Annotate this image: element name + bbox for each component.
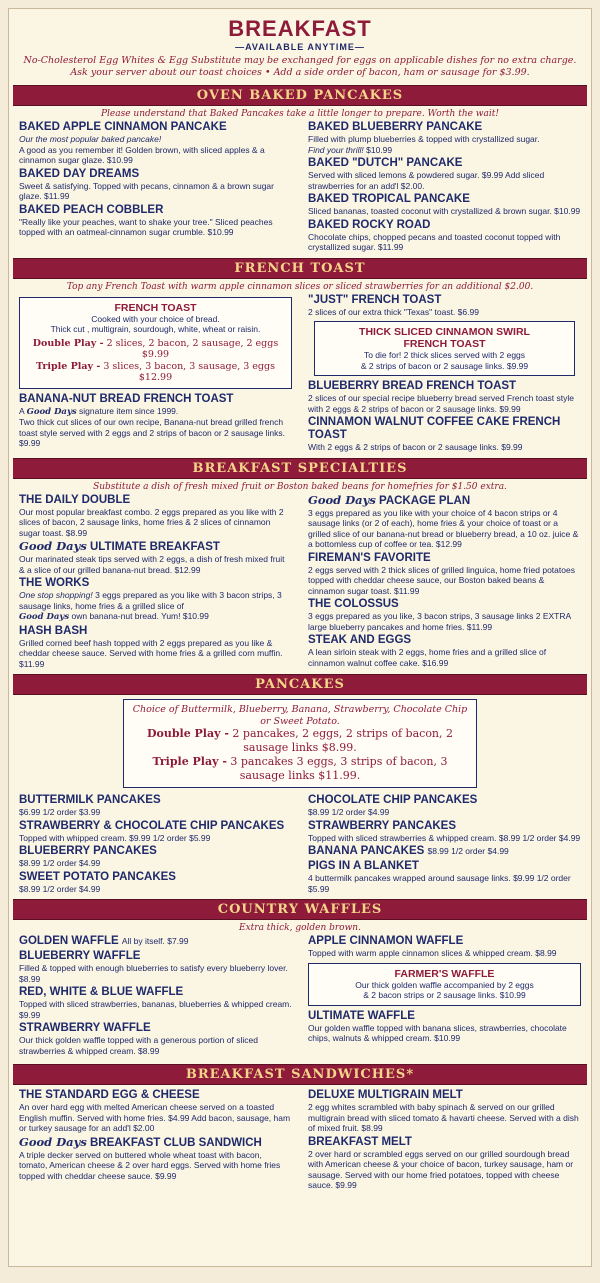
oven-note: Please understand that Baked Pancakes take a little longer to prepare. Worth the wait!	[101, 109, 499, 119]
menu-item	[308, 294, 581, 318]
box-line: & 2 bacon strips or 2 sausage links. $10.99	[363, 990, 526, 1000]
cinnamon-swirl-box	[314, 321, 575, 376]
item-desc: Sweet & satisfying. Topped with pecans, cinnamon & a brown sugar glaze. $11.99	[19, 180, 274, 201]
item-name: CHOCOLATE CHIP PANCAKES	[308, 794, 478, 806]
item-name: Good Days PACKAGE PLAN	[308, 492, 471, 507]
item-name: BAKED DAY DREAMS	[19, 167, 140, 180]
item-desc: Our thick golden waffle topped with a generous portion of sliced strawberries & whipped cream. $8.99	[19, 1035, 258, 1056]
item-name: THE DAILY DOUBLE	[19, 493, 131, 506]
box-title: FRENCH TOAST	[403, 338, 486, 350]
waffles-right-column	[308, 935, 581, 1058]
specialties-right-column	[308, 494, 581, 672]
item-desc: 2 over hard or scrambled eggs served on our grilled sourdough bread with American cheese & your choice of bacon, turkey sausage, ham or sausage. Served with our home fried potatoes, topped with cheese sauce. $9.99	[308, 1148, 574, 1190]
menu-item	[19, 393, 292, 449]
item-name: BLUEBERRY BREAD FRENCH TOAST	[308, 380, 517, 392]
menu-item	[308, 1089, 581, 1134]
item-desc: Grilled corned beef hash topped with 2 eggs prepared as you like & cheddar cheese sauce. Served with home fries & a grilled corn muffin. $11.99	[19, 637, 283, 669]
menu-item	[19, 625, 292, 670]
menu-item	[308, 820, 581, 844]
menu-item	[19, 540, 292, 575]
item-desc: Topped with sliced strawberries & whipped cream. $8.99 1/2 order $4.99	[308, 832, 581, 843]
item-name: BUTTERMILK PANCAKES	[19, 794, 161, 806]
item-name: CINNAMON WALNUT COFFEE CAKE FRENCH TOAST	[308, 416, 561, 441]
sandwiches-left-column	[19, 1089, 292, 1193]
sandwiches-columns	[9, 1089, 591, 1193]
item-desc: 2 egg whites scrambled with baby spinach & served on our grilled multigrain bread with sliced tomato & havarti cheese. Served with a dish of mixed fruit. $8.99	[308, 1102, 579, 1133]
item-name: BLUEBERRY PANCAKES	[19, 845, 157, 857]
french-note: Top any French Toast with warm apple cinnamon slices or sliced strawberries for an additional $2.00.	[66, 281, 534, 292]
page-subtitle: — AVAILABLE ANYTIME —	[9, 42, 591, 52]
box-line: Thick cut , multigrain, sourdough, white, wheat or raisin.	[50, 324, 261, 334]
menu-item	[308, 845, 581, 858]
pancakes-right-column	[308, 794, 581, 896]
item-desc: Served with sliced lemons & powdered sugar. $9.99 Add sliced strawberries for an add'l $2.00.	[308, 170, 545, 191]
menu-item	[308, 193, 581, 217]
item-desc: With 2 eggs & 2 strips of bacon or 2 sausage links. $9.99	[308, 442, 523, 452]
item-desc: One stop shopping! 3 eggs prepared as you like with 3 bacon strips, 3 sausage links, home fries & a grilled slice of	[19, 590, 282, 611]
sandwiches-right-column	[308, 1089, 581, 1193]
item-name: BLUEBERRY WAFFLE	[19, 950, 141, 962]
box-line: To die for! 2 thick slices served with 2 eggs	[363, 350, 526, 360]
menu-item	[308, 598, 581, 632]
item-name: ULTIMATE WAFFLE	[308, 1009, 415, 1022]
waffles-columns	[9, 935, 591, 1058]
item-desc: Topped with whipped cream. $9.99 1/2 order $5.99	[19, 832, 211, 843]
item-name: BREAKFAST MELT	[308, 1135, 412, 1148]
section-country-waffles: COUNTRY WAFFLES	[13, 899, 587, 920]
item-desc: "Really like your peaches, want to shake your tree." Sliced peaches topped with an oatmeal-cinnamon sugar crumble. $10.99	[19, 216, 273, 237]
box-line: Choice of Buttermilk, Blueberry, Banana, Strawberry, Chocolate Chip or Sweet Potato.	[132, 704, 468, 727]
menu-item	[308, 494, 581, 550]
item-name: FIREMAN'S FAVORITE	[308, 551, 431, 564]
item-name: BAKED APPLE CINNAMON PANCAKE	[19, 121, 227, 133]
item-name: BANANA-NUT BREAD FRENCH TOAST	[19, 392, 234, 405]
item-desc: Our marinated steak tips served with 2 eggs, a dish of fresh mixed fruit & a slice of our grilled banana-nut bread. $12.99	[19, 554, 285, 575]
item-name: "JUST" FRENCH TOAST	[308, 293, 442, 306]
pancakes-columns	[9, 794, 591, 896]
item-desc: 4 buttermilk pancakes wrapped around sausage links. $9.99 1/2 order $5.99	[308, 873, 571, 894]
box-title: FRENCH TOAST	[114, 301, 197, 314]
double-play: Double Play - 2 slices, 2 bacon, 2 sausage, 2 eggs $9.99	[32, 337, 279, 360]
oven-columns	[9, 121, 591, 255]
french-right-column	[308, 294, 581, 455]
item-name: PIGS IN A BLANKET	[308, 860, 419, 872]
menu-item	[19, 935, 292, 948]
oven-left-column	[19, 121, 292, 255]
section-french-toast: FRENCH TOAST	[13, 258, 587, 279]
item-desc: $6.99 1/2 order $3.99	[19, 807, 101, 817]
menu-item	[19, 1089, 292, 1134]
waffles-note: Extra thick, golden brown.	[239, 923, 361, 933]
menu-item	[19, 494, 292, 539]
menu-item	[308, 1136, 581, 1191]
item-name: STRAWBERRY & CHOCOLATE CHIP PANCAKES	[19, 819, 285, 832]
specialties-columns	[9, 494, 591, 672]
french-columns	[9, 294, 591, 455]
menu-item	[19, 1022, 292, 1056]
item-name: BANANA PANCAKES $8.99 1/2 order $4.99	[308, 845, 509, 857]
menu-item	[308, 380, 581, 414]
item-desc: Topped with sliced strawberries, bananas, blueberries & whipped cream. $9.99	[19, 999, 292, 1020]
menu-header	[9, 9, 591, 79]
pancakes-left-column	[19, 794, 292, 896]
item-name: SWEET POTATO PANCAKES	[19, 870, 176, 883]
item-name: STRAWBERRY PANCAKES	[308, 819, 457, 832]
box-line: Our thick golden waffle accompanied by 2 eggs	[355, 979, 534, 990]
item-name: Good Days BREAKFAST CLUB SANDWICH	[19, 1134, 262, 1149]
item-name: THE COLOSSUS	[308, 598, 399, 610]
menu-item	[19, 121, 292, 166]
item-desc: Good Days own banana-nut bread. Yum! $10.99	[19, 611, 209, 622]
header-note-1: No-Cholesterol Egg Whites & Egg Substitute may be exchanged for eggs on applicable dishes for no extra charge.	[23, 55, 577, 66]
item-name: APPLE CINNAMON WAFFLE	[308, 935, 464, 947]
section-breakfast-sandwiches: BREAKFAST SANDWICHES*	[13, 1064, 587, 1085]
menu-item	[308, 121, 581, 155]
item-tagline: Find your thrill!	[308, 144, 364, 155]
item-desc: Filled & topped with enough blueberries to satisfy every blueberry lover. $8.99	[19, 963, 288, 984]
menu-item	[19, 950, 292, 984]
menu-item	[19, 986, 292, 1020]
item-name: HASH BASH	[19, 624, 88, 637]
item-desc: Our most popular breakfast combo. 2 eggs prepared as you like with 2 slices of bacon, 2 sausage links, home fries & 2 slices of cinnamon sugar toast. $8.99	[19, 506, 284, 538]
item-desc: A good as you remember it! Golden brown, with sliced apples & a cinnamon sugar glaze. $10.99	[19, 144, 265, 165]
item-name: GOLDEN WAFFLE All by itself. $7.99	[19, 935, 189, 947]
item-name: THE STANDARD EGG & CHEESE	[19, 1089, 200, 1101]
item-desc: 2 slices of our special recipe blueberry bread served French toast style with 2 eggs & 2 strips of bacon or 2 sausage links. $9.99	[308, 393, 574, 414]
item-name: STEAK AND EGGS	[308, 634, 412, 646]
french-toast-box	[19, 297, 292, 389]
box-line: & 2 strips of bacon or 2 sausage links. $9.99	[360, 360, 529, 371]
double-play: Double Play - 2 pancakes, 2 eggs, 2 strips of bacon, 2 sausage links $8.99.	[146, 727, 454, 754]
section-oven-baked-pancakes: OVEN BAKED PANCAKES	[13, 85, 587, 106]
menu-item	[19, 1136, 292, 1182]
item-desc: A lean sirloin steak with 2 eggs, home fries and a grilled slice of cinnamon walnut coffee cake. $16.99	[308, 647, 547, 668]
page-title: BREAKFAST	[228, 16, 372, 41]
specialties-left-column	[19, 494, 292, 672]
item-desc: Two thick cut slices of our own recipe, Banana-nut bread grilled french toast style served with 2 eggs and 2 strips of bacon or 2 sausage links. $9.99	[19, 417, 286, 448]
menu-item	[308, 935, 581, 959]
menu-item	[19, 794, 292, 818]
menu-item	[19, 168, 292, 202]
item-desc: Chocolate chips, chopped pecans and toasted coconut topped with crystallized sugar. $11.99	[308, 231, 561, 252]
menu-item	[308, 157, 581, 191]
triple-play: Triple Play - 3 slices, 3 bacon, 3 sausage, 3 eggs $12.99	[36, 360, 275, 383]
item-desc: 2 slices of our extra thick "Texas" toast. $6.99	[308, 306, 479, 317]
menu-item	[308, 634, 581, 668]
item-desc: Our golden waffle topped with banana slices, strawberries, chocolate chips, walnuts & whipped cream. $10.99	[308, 1022, 567, 1043]
box-title: THICK SLICED CINNAMON SWIRL	[359, 326, 530, 338]
menu-item	[19, 820, 292, 844]
item-desc: 2 eggs served with 2 thick slices of grilled linguica, home fried potatoes topped with cheddar cheese sauce, our Boston baked beans & cinnamon sugar toast. $11.99	[308, 564, 575, 596]
box-title: FARMER'S WAFFLE	[394, 967, 495, 980]
menu-item	[308, 552, 581, 597]
item-desc: 3 eggs prepared as you like with your choice of 4 bacon strips or 4 sausage links (or 2 of each), home fries & your choice of toast or a grilled slice of our banana-nut bread or blueberry bread, a 10 oz. juice & a bottomless cup of coffee or tea. $12.99	[308, 507, 579, 549]
menu-item	[19, 577, 292, 623]
item-desc: 3 eggs prepared as you like, 3 bacon strips, 3 sausage links 2 EXTRA large blueberry pancakes and home fries. $11.99	[308, 611, 571, 632]
item-name: Good Days ULTIMATE BREAKFAST	[19, 539, 220, 553]
menu-item	[308, 1010, 581, 1044]
item-name: DELUXE MULTIGRAIN MELT	[308, 1089, 463, 1101]
box-line: Cooked with your choice of bread.	[91, 313, 220, 324]
section-breakfast-specialties: BREAKFAST SPECIALTIES	[13, 458, 587, 479]
item-name: BAKED ROCKY ROAD	[308, 218, 431, 231]
item-name: THE WORKS	[19, 577, 90, 589]
header-note-2: Ask your server about our toast choices • Add a side order of bacon, ham or sausage for $3.99.	[70, 67, 530, 78]
menu-item	[19, 204, 292, 238]
item-tagline: Our the most popular baked pancake!	[19, 134, 162, 144]
farmers-waffle-box	[308, 963, 581, 1006]
menu-item	[308, 794, 581, 818]
item-desc: $8.99 1/2 order $4.99	[308, 807, 390, 817]
waffles-left-column	[19, 935, 292, 1058]
item-desc: A Good Days signature item since 1999.	[19, 405, 179, 417]
item-name: STRAWBERRY WAFFLE	[19, 1022, 151, 1034]
menu-item	[308, 416, 581, 453]
menu-item	[19, 871, 292, 895]
oven-right-column	[308, 121, 581, 255]
item-desc: $8.99 1/2 order $4.99	[19, 883, 101, 894]
menu-item	[308, 219, 581, 253]
french-left-column	[19, 294, 292, 455]
item-desc: An over hard egg with melted American cheese served on a toasted English muffin. Served with home fries. $4.99 Add bacon, sausage, ham or turkey sausage for an add'l $2.00	[19, 1102, 291, 1133]
item-name: BAKED PEACH COBBLER	[19, 203, 164, 216]
item-name: BAKED TROPICAL PANCAKE	[308, 193, 470, 205]
item-desc: Topped with warm apple cinnamon slices & whipped cream. $8.99	[308, 948, 557, 958]
item-desc: Filled with plump blueberries & topped with crystallized sugar.	[308, 134, 540, 144]
item-name: BAKED BLUEBERRY PANCAKE	[308, 121, 483, 133]
pancakes-combo-box	[123, 699, 477, 788]
item-name: RED, WHITE & BLUE WAFFLE	[19, 986, 184, 998]
menu-page	[8, 8, 592, 1267]
menu-item	[19, 845, 292, 869]
item-price: $10.99	[366, 144, 393, 155]
item-desc: $8.99 1/2 order $4.99	[19, 858, 101, 868]
section-pancakes: PANCAKES	[13, 674, 587, 695]
menu-item	[308, 860, 581, 894]
specialties-note: Substitute a dish of fresh mixed fruit or Boston baked beans for homefries for $1.50 extra.	[93, 481, 507, 492]
triple-play: Triple Play - 3 pancakes 3 eggs, 3 strips of bacon, 3 sausage links $11.99.	[152, 755, 448, 782]
item-desc: Sliced bananas, toasted coconut with crystallized & brown sugar. $10.99	[308, 206, 581, 216]
item-desc: A triple decker served on buttered whole wheat toast with bacon, tomato, American cheese & 2 over hard eggs. Served with home fries topped with cheddar cheese sauce. $9.99	[19, 1149, 281, 1181]
item-name: BAKED "DUTCH" PANCAKE	[308, 157, 463, 169]
